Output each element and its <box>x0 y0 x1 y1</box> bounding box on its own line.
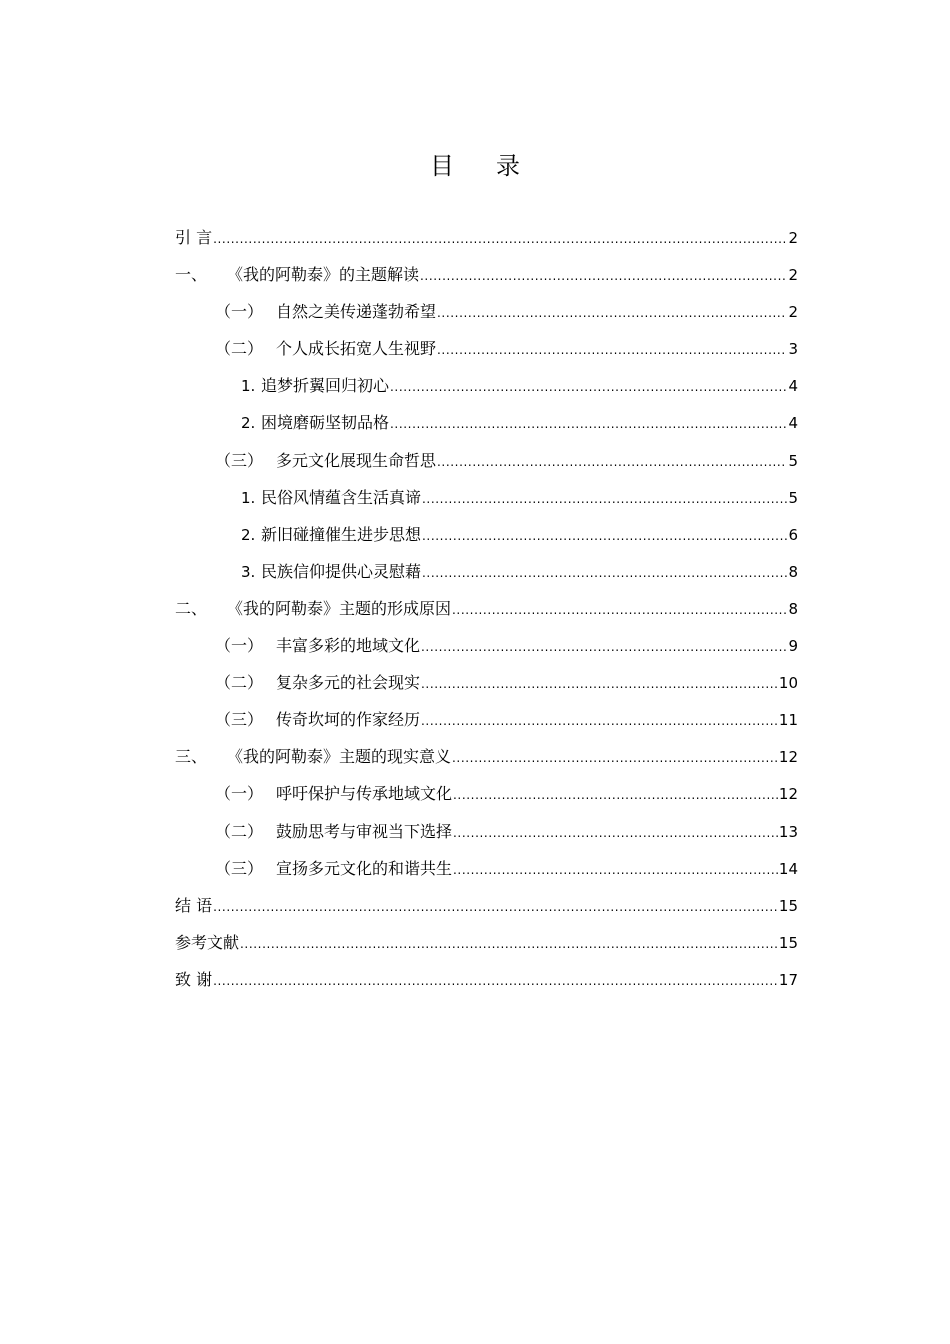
toc-number: 2. <box>241 414 256 433</box>
toc-label: 参考文献 <box>175 932 240 952</box>
toc-leader-dots <box>213 969 778 993</box>
toc-page-number: 8 <box>788 599 798 618</box>
toc-entry-chapter-3[interactable] <box>175 745 798 782</box>
toc-page-number: 2 <box>788 303 798 322</box>
toc-label: 自然之美传递蓬勃希望 <box>276 302 437 322</box>
toc-leader-dots <box>421 672 778 696</box>
toc-entry-references[interactable] <box>175 931 798 968</box>
toc-leader-dots <box>452 598 787 622</box>
toc-entry-subsection-1-2-1[interactable] <box>175 374 798 411</box>
toc-number: （二） <box>215 821 264 841</box>
toc-leader-dots <box>437 338 787 362</box>
toc-leader-dots <box>452 746 778 770</box>
toc-leader-dots <box>213 895 778 919</box>
table-of-contents <box>175 226 798 1005</box>
toc-label: 多元文化展现生命哲思 <box>276 450 437 470</box>
title-char-2: 录 <box>496 152 520 180</box>
toc-page-number: 6 <box>788 525 798 544</box>
toc-number: （一） <box>215 636 264 656</box>
toc-leader-dots <box>437 450 787 474</box>
toc-entry-section-3-2[interactable] <box>175 820 798 857</box>
toc-label: 引 言 <box>175 228 213 247</box>
toc-entry-subsection-1-3-3[interactable] <box>175 560 798 597</box>
toc-page-number: 15 <box>778 933 798 952</box>
toc-page-number: 5 <box>788 451 798 470</box>
toc-label: 困境磨砺坚韧品格 <box>261 413 390 433</box>
toc-page-number: 10 <box>778 674 798 693</box>
toc-leader-dots <box>421 635 787 659</box>
toc-leader-dots <box>390 412 787 436</box>
toc-leader-dots <box>453 858 778 882</box>
toc-entry-section-3-3[interactable] <box>175 857 798 894</box>
toc-page-number: 2 <box>788 229 798 247</box>
toc-entry-section-2-1[interactable] <box>175 634 798 671</box>
toc-page-number: 8 <box>788 562 798 581</box>
toc-page-number: 2 <box>788 266 798 285</box>
toc-number: （三） <box>215 450 264 470</box>
toc-label: 传奇坎坷的作家经历 <box>276 710 421 730</box>
toc-number: （二） <box>215 339 264 359</box>
toc-leader-dots <box>453 821 778 845</box>
toc-label: 结 语 <box>175 895 213 915</box>
toc-number: 2. <box>241 525 256 544</box>
toc-number: （一） <box>215 302 264 322</box>
toc-number: （一） <box>215 784 264 804</box>
toc-entry-intro[interactable] <box>175 226 798 263</box>
toc-label: 新旧碰撞催生进步思想 <box>261 524 422 544</box>
toc-entry-section-2-3[interactable] <box>175 708 798 745</box>
toc-entry-conclusion[interactable] <box>175 894 798 931</box>
toc-page-number: 11 <box>778 711 798 730</box>
toc-page-number: 12 <box>778 748 798 767</box>
toc-leader-dots <box>390 375 787 399</box>
toc-label: 民俗风情蕴含生活真谛 <box>261 487 422 507</box>
toc-entry-subsection-1-3-2[interactable] <box>175 523 798 560</box>
toc-page-number: 15 <box>778 896 798 915</box>
toc-leader-dots <box>422 487 787 511</box>
page-title <box>0 146 950 181</box>
toc-number: （二） <box>215 673 264 693</box>
toc-leader-dots <box>420 264 787 288</box>
toc-label: 宣扬多元文化的和谐共生 <box>276 858 453 878</box>
toc-page-number: 4 <box>788 414 798 433</box>
toc-label: 追梦折翼回归初心 <box>261 376 390 396</box>
toc-page-number: 5 <box>788 488 798 507</box>
toc-entry-subsection-1-3-1[interactable] <box>175 486 798 523</box>
toc-number: （三） <box>215 710 264 730</box>
toc-label: 《我的阿勒泰》主题的现实意义 <box>227 747 452 767</box>
toc-page-number: 12 <box>778 785 798 804</box>
toc-label: 丰富多彩的地域文化 <box>276 636 421 656</box>
toc-leader-dots <box>422 524 787 548</box>
toc-page-number: 4 <box>788 377 798 396</box>
toc-label: 鼓励思考与审视当下选择 <box>276 821 453 841</box>
toc-number: 三、 <box>175 747 208 767</box>
toc-entry-section-1-2[interactable] <box>175 337 798 374</box>
toc-entry-chapter-1[interactable] <box>175 263 798 300</box>
toc-entry-section-2-2[interactable] <box>175 671 798 708</box>
toc-leader-dots <box>422 561 787 585</box>
toc-page-number: 13 <box>778 822 798 841</box>
toc-entry-section-3-1[interactable] <box>175 782 798 819</box>
toc-leader-dots <box>421 709 778 733</box>
toc-label: 复杂多元的社会现实 <box>276 673 421 693</box>
toc-label: 《我的阿勒泰》主题的形成原因 <box>227 598 452 618</box>
toc-label: 呼吁保护与传承地域文化 <box>276 784 453 804</box>
toc-label: 个人成长拓宽人生视野 <box>276 339 437 359</box>
toc-number: 1. <box>241 377 256 396</box>
title-char-1: 目 <box>430 152 454 180</box>
toc-label: 《我的阿勒泰》的主题解读 <box>227 265 420 285</box>
toc-leader-dots <box>453 783 778 807</box>
toc-label: 致 谢 <box>175 969 213 989</box>
toc-entry-section-1-1[interactable] <box>175 300 798 337</box>
toc-number: 1. <box>241 488 256 507</box>
toc-entry-subsection-1-2-2[interactable] <box>175 411 798 448</box>
toc-entry-chapter-2[interactable] <box>175 597 798 634</box>
toc-entry-section-1-3[interactable] <box>175 449 798 486</box>
toc-page-number: 3 <box>788 340 798 359</box>
toc-leader-dots <box>437 301 787 325</box>
toc-number: 二、 <box>175 598 208 618</box>
toc-leader-dots <box>213 227 787 251</box>
toc-number: 一、 <box>175 265 208 285</box>
toc-page-number: 17 <box>778 970 798 989</box>
toc-page-number: 14 <box>778 859 798 878</box>
toc-number: （三） <box>215 858 264 878</box>
toc-number: 3. <box>241 562 256 581</box>
toc-label: 民族信仰提供心灵慰藉 <box>261 561 422 581</box>
toc-page-number: 9 <box>788 637 798 656</box>
toc-leader-dots <box>240 932 778 956</box>
toc-entry-acknowledgements[interactable] <box>175 968 798 1005</box>
